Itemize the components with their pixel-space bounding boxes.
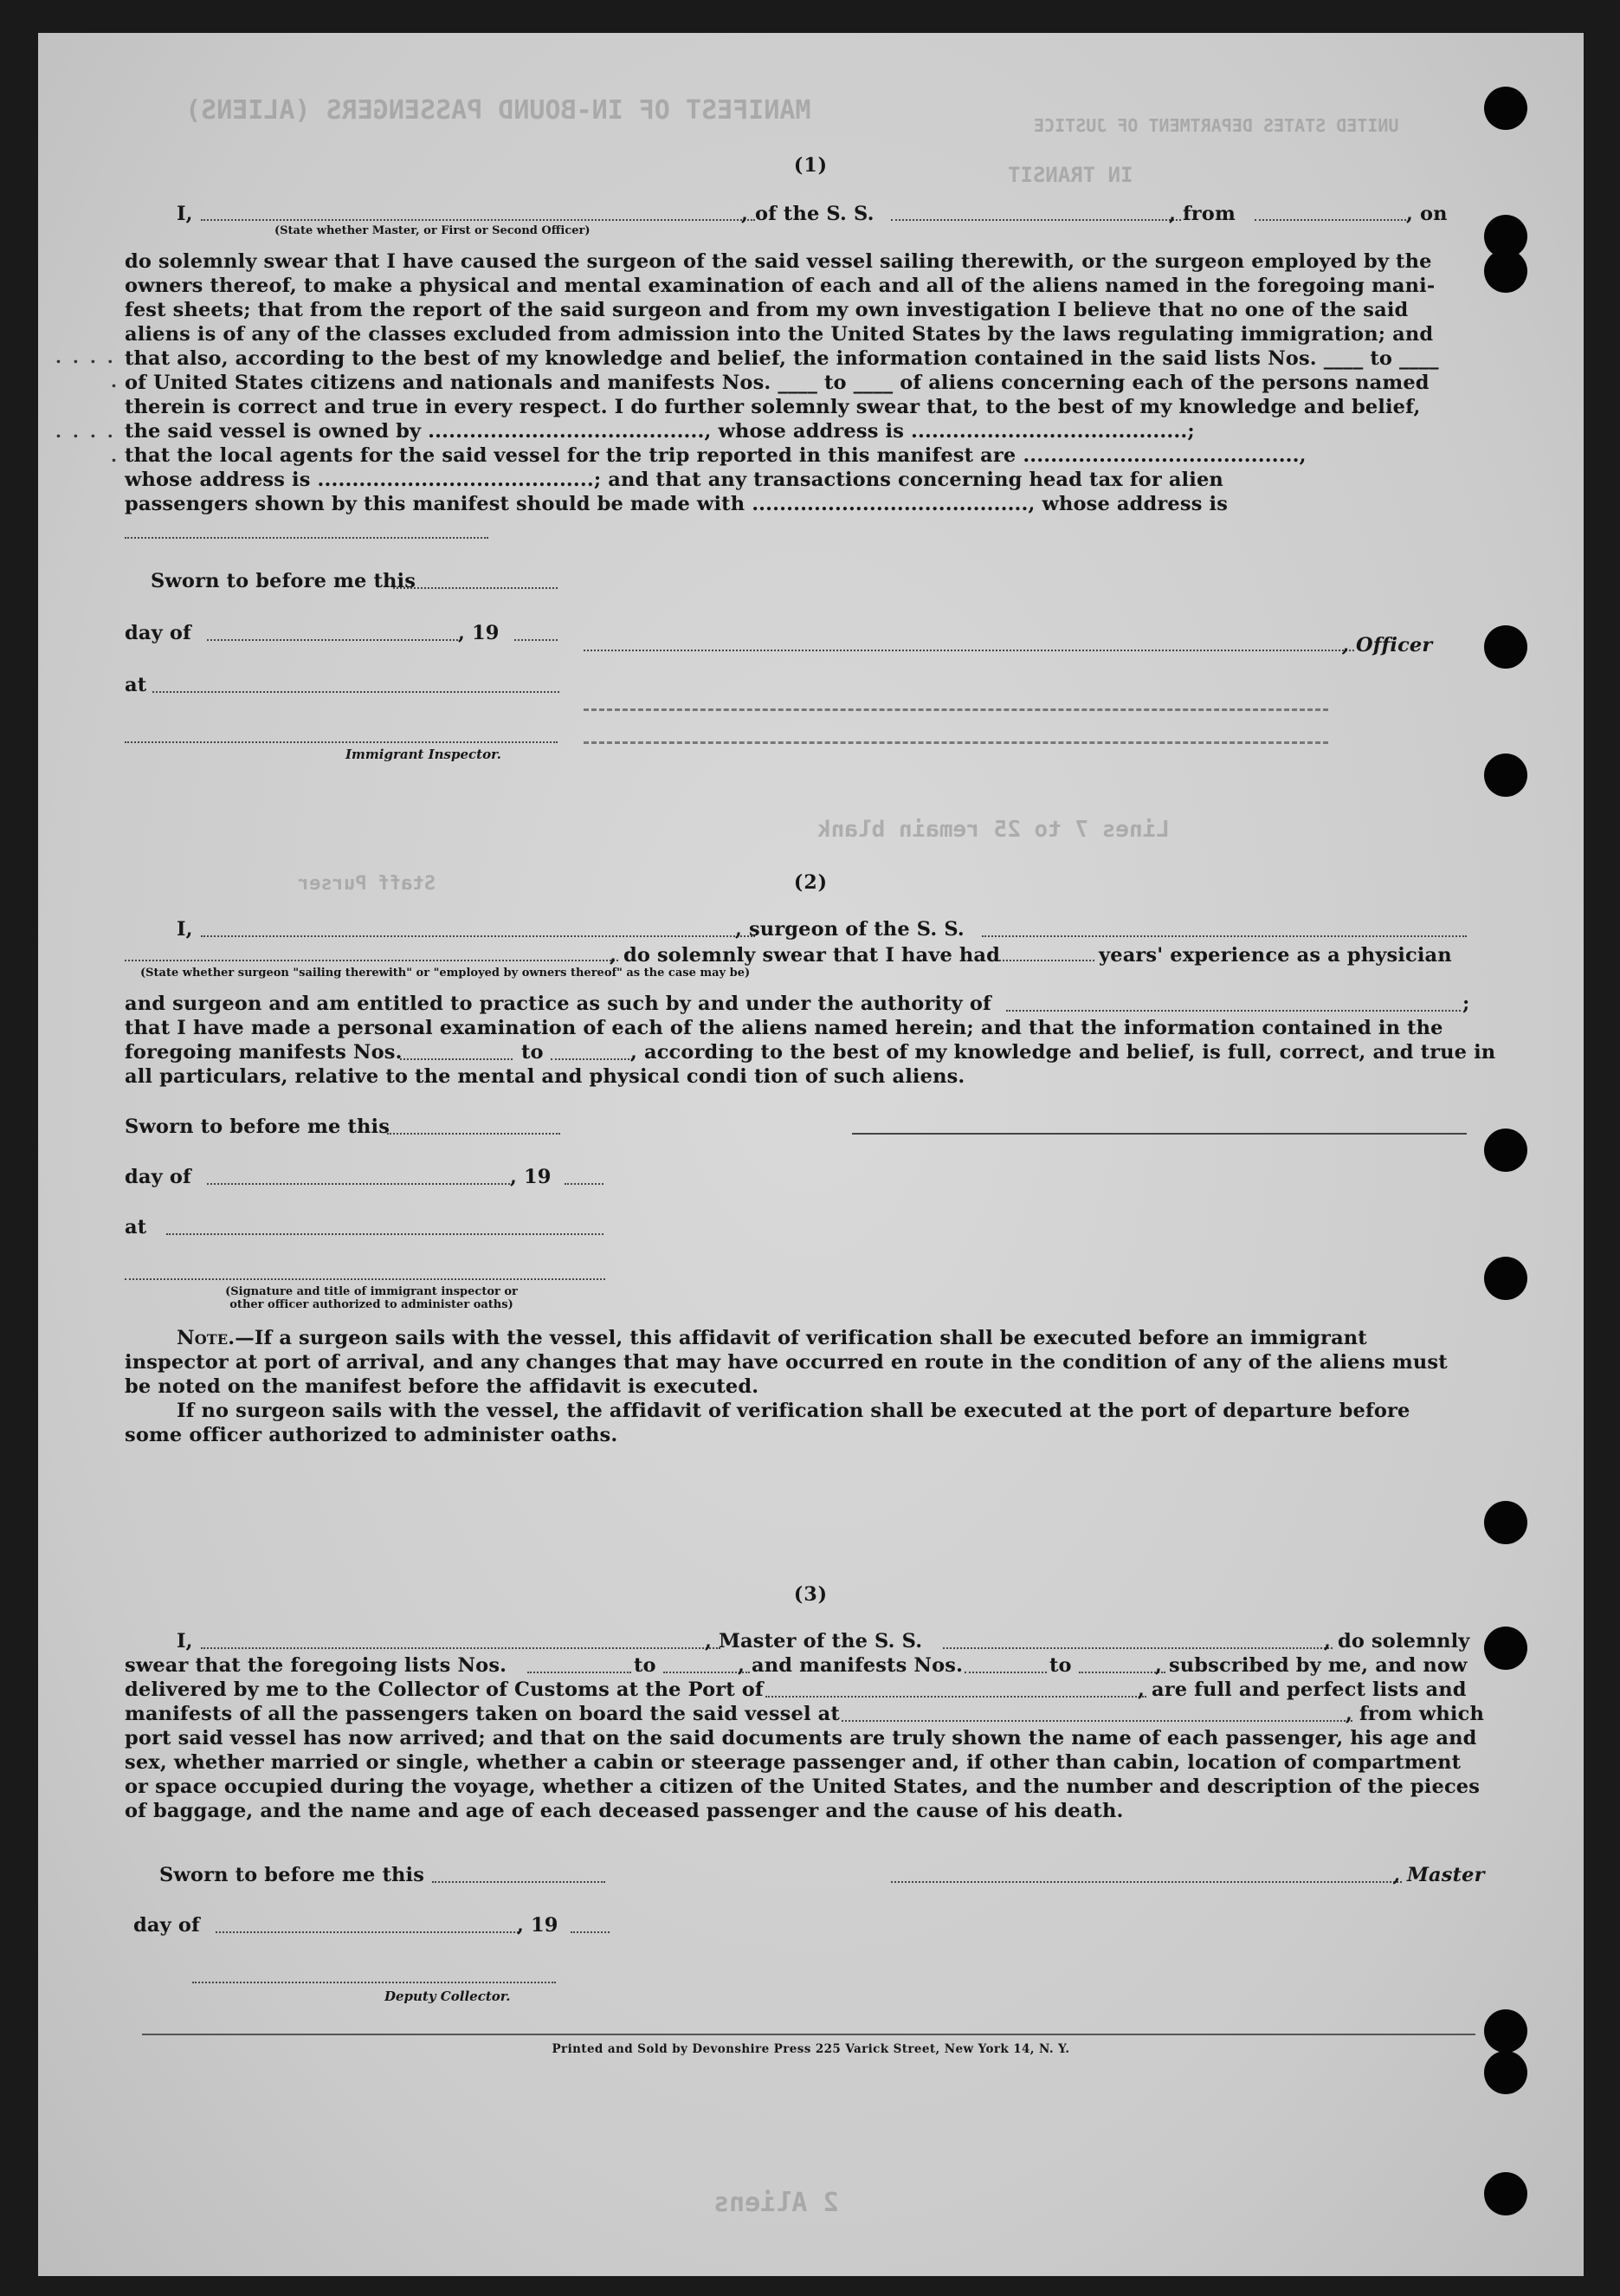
section2-nineteen: , 19 xyxy=(510,1166,552,1188)
section1-body-line: therein is correct and true in every respect. I do further solemnly swear that, to the best of my knowledge and belief, xyxy=(125,396,1421,418)
note-text-4: If no surgeon sails with the vessel, the affidavit of verification shall be executed at the port of departure before xyxy=(177,1400,1410,1422)
master-signature-line[interactable] xyxy=(891,1881,1402,1883)
officer-label: , Officer xyxy=(1342,634,1433,656)
section1-sworn-label: Sworn to before me this xyxy=(151,570,416,592)
section3-sworn-date-field[interactable] xyxy=(432,1881,605,1883)
section3-body-line: of baggage, and the name and age of each deceased passenger and the cause of his death. xyxy=(125,1800,1124,1822)
section3-body-line: or space occupied during the voyage, whether a citizen of the United States, and the number and description of the pieces xyxy=(125,1775,1481,1798)
section1-day-of-label: day of xyxy=(125,622,191,644)
section2-sig-note-1: (Signature and title of immigrant inspector or xyxy=(225,1285,518,1298)
section1-body-line: owners thereof, to make a physical and mental examination of each and all of the aliens named in the foregoing mani- xyxy=(125,275,1436,297)
section2-line3: and surgeon and am entitled to practice as such by and under the authority of xyxy=(125,993,991,1015)
section2-line5-to: to xyxy=(521,1041,544,1064)
section1-body-line: of United States citizens and nationals and manifests Nos. ____ to ____ of aliens concerning each of the persons named xyxy=(125,372,1430,394)
section2-line4: that I have made a personal examination of each of the aliens named herein; and that the information contained in the xyxy=(125,1017,1443,1039)
surgeon-signature-line[interactable] xyxy=(852,1133,1467,1135)
bleed-through-aliens: 2 Aliens xyxy=(713,2188,839,2218)
section1-body-line: that the local agents for the said vessel for the trip reported in this manifest are ........................................, xyxy=(125,444,1307,467)
section3-line4-b: , from which xyxy=(1346,1703,1484,1725)
punch-hole xyxy=(1484,1257,1527,1300)
section3-line3-a: delivered by me to the Collector of Customs at the Port of xyxy=(125,1678,764,1701)
section1-body-line: do solemnly swear that I have caused the surgeon of the said vessel sailing therewith, or the surgeon employed by the xyxy=(125,250,1432,273)
section1-line1-on: , on xyxy=(1406,203,1448,225)
section2-line2-b: years' experience as a physician xyxy=(1099,944,1452,967)
section1-body-line: fest sheets; that from the report of the said surgeon and from my own investigation I believe that no one of the said xyxy=(125,299,1409,321)
section2-line6: all particulars, relative to the mental and physical condi tion of such aliens. xyxy=(125,1065,965,1088)
punch-hole xyxy=(1484,753,1527,797)
from-port-field[interactable] xyxy=(1255,219,1406,221)
section2-note-block xyxy=(177,1327,1367,1349)
bleed-dash xyxy=(584,741,1328,744)
section1-at-field[interactable] xyxy=(152,691,559,693)
section3-body-line: sex, whether married or single, whether a cabin or steerage passenger and, if other than cabin, location of compartment xyxy=(125,1751,1462,1774)
section1-line1-ss: , of the S. S. xyxy=(741,203,875,225)
port-of-field[interactable] xyxy=(765,1696,1146,1698)
surgeon-type-field[interactable] xyxy=(125,960,618,961)
inspector-label: Immigrant Inspector. xyxy=(345,747,501,762)
section3-vessel-field[interactable] xyxy=(943,1647,1333,1649)
section2-note: (State whether surgeon "sailing therewith" or "employed by owners thereof" as the case may be) xyxy=(140,967,751,980)
section1-line1-from: , from xyxy=(1169,203,1236,225)
section3-day-field[interactable] xyxy=(216,1931,519,1933)
margin-mark: . xyxy=(111,445,119,466)
inspector-signature-line[interactable] xyxy=(125,741,558,743)
lists-nos-from-field[interactable] xyxy=(527,1672,631,1673)
printer-footer: Printed and Sold by Devonshire Press 225 Varick Street, New York 14, N. Y. xyxy=(552,2042,1070,2056)
note-label: Note. xyxy=(177,1327,236,1349)
section2-semicolon: ; xyxy=(1462,993,1470,1015)
section3-line2-e: , subscribed by me, and now xyxy=(1155,1654,1468,1677)
margin-mark: . . . . xyxy=(55,421,116,442)
surgeon-vessel-field[interactable] xyxy=(982,935,1467,937)
note-text-1: —If a surgeon sails with the vessel, this affidavit of verification shall be executed before an immigrant xyxy=(235,1327,1367,1349)
officer-name-field[interactable] xyxy=(201,219,755,221)
manifest-nos-to-field[interactable] xyxy=(551,1058,633,1060)
section2-inspector-signature-line[interactable] xyxy=(125,1278,605,1280)
section3-line1-i: I, xyxy=(177,1630,193,1652)
bleed-through-lines-remain: Lines 7 to 25 remain blank xyxy=(817,817,1170,843)
section3-line1-b: , Master of the S. S. xyxy=(705,1630,923,1652)
section3-manifest-to-field[interactable] xyxy=(1079,1672,1165,1673)
footer-rule xyxy=(142,2034,1475,2035)
section2-sig-note-2: other officer authorized to administer oaths) xyxy=(229,1298,513,1311)
section2-line2-a: , do solemnly swear that I have had xyxy=(610,944,1001,967)
section3-day-of-label: day of xyxy=(133,1914,200,1937)
punch-hole xyxy=(1484,2172,1527,2215)
section1-line1-note: (State whether Master, or First or Second Officer) xyxy=(274,224,591,237)
note-text-2: inspector at port of arrival, and any changes that may have occurred en route in the condition of any of the aliens must xyxy=(125,1351,1448,1374)
section3-sworn-label: Sworn to before me this xyxy=(159,1864,425,1886)
section1-body-line: passengers shown by this manifest should be made with ........................................, whose address is xyxy=(125,493,1229,515)
section3-body-line: port said vessel has now arrived; and that on the said documents are truly shown the name of each passenger, his age and xyxy=(125,1727,1477,1749)
head-tax-address-field[interactable] xyxy=(125,537,488,539)
bleed-through-dept: UNITED STATES DEPARTMENT OF JUSTICE xyxy=(1034,115,1399,136)
note-text-3: be noted on the manifest before the affidavit is executed. xyxy=(125,1375,759,1398)
officer-signature-line[interactable] xyxy=(584,650,1354,651)
boarded-at-field[interactable] xyxy=(842,1720,1352,1722)
section2-line1-i: I, xyxy=(177,918,193,941)
section1-at-label: at xyxy=(125,674,147,696)
section1-heading: (1) xyxy=(793,154,829,177)
section2-heading: (2) xyxy=(793,871,829,894)
punch-hole xyxy=(1484,1129,1527,1172)
section2-at-field[interactable] xyxy=(166,1233,603,1235)
section3-line3-b: , are full and perfect lists and xyxy=(1138,1678,1467,1701)
authority-field[interactable] xyxy=(1006,1010,1461,1012)
section3-line2-to2: to xyxy=(1049,1654,1072,1677)
vessel-name-field[interactable] xyxy=(891,219,1181,221)
note-text-5: some officer authorized to administer oaths. xyxy=(125,1424,618,1446)
section1-year-field[interactable] xyxy=(514,639,558,641)
surgeon-name-field[interactable] xyxy=(201,935,755,937)
margin-mark: . xyxy=(111,371,119,391)
section1-body-line: whose address is ........................................; and that any transactions concerning head tax for alien xyxy=(125,469,1223,491)
section3-heading: (3) xyxy=(793,1583,829,1606)
section3-manifest-from-field[interactable] xyxy=(965,1672,1047,1673)
section3-year-field[interactable] xyxy=(571,1931,610,1933)
manifest-nos-from-field[interactable] xyxy=(400,1058,513,1060)
deputy-collector-signature-line[interactable] xyxy=(192,1982,556,1983)
section2-day-field[interactable] xyxy=(207,1183,510,1185)
margin-mark: . . . . xyxy=(55,346,116,367)
bleed-through-transit: IN TRANSIT xyxy=(1008,163,1133,187)
section3-line4-a: manifests of all the passengers taken on board the said vessel at xyxy=(125,1703,840,1725)
section1-day-field[interactable] xyxy=(207,639,458,641)
section1-body-line: aliens is of any of the classes excluded from admission into the United States by the laws regulating immigration; and xyxy=(125,323,1434,346)
section3-line2-to: to xyxy=(634,1654,656,1677)
section2-sworn-label: Sworn to before me this xyxy=(125,1116,390,1138)
punch-hole xyxy=(1484,625,1527,669)
section1-body-line: the said vessel is owned by ........................................, whose address is ........................................; xyxy=(125,420,1195,443)
manifest-sheet xyxy=(38,33,1584,2276)
section1-sworn-date-field[interactable] xyxy=(393,587,558,589)
deputy-collector-label: Deputy Collector. xyxy=(384,1989,511,2004)
section3-line2-a: swear that the foregoing lists Nos. xyxy=(125,1654,507,1677)
section2-year-field[interactable] xyxy=(565,1183,603,1185)
punch-hole xyxy=(1484,1627,1527,1670)
master-name-field[interactable] xyxy=(201,1647,720,1649)
punch-hole xyxy=(1484,249,1527,293)
section1-body-line: that also, according to the best of my knowledge and belief, the information contained in the said lists Nos. ____ to ____ xyxy=(125,347,1439,370)
bleed-through-staff: Staff Purser xyxy=(298,873,436,895)
section2-line5-c: , according to the best of my knowledge and belief, is full, correct, and true in xyxy=(630,1041,1496,1064)
section2-sworn-date-field[interactable] xyxy=(387,1133,560,1135)
section2-day-of-label: day of xyxy=(125,1166,191,1188)
section1-nineteen: , 19 xyxy=(458,622,500,644)
bleed-dash xyxy=(584,708,1328,711)
years-experience-field[interactable] xyxy=(999,960,1094,961)
punch-hole xyxy=(1484,87,1527,130)
section2-line1-surgeon: , surgeon of the S. S. xyxy=(735,918,965,941)
section3-line1-c: , do solemnly xyxy=(1324,1630,1470,1652)
section2-line5-a: foregoing manifests Nos. xyxy=(125,1041,403,1064)
punch-hole xyxy=(1484,1501,1527,1544)
section3-nineteen: , 19 xyxy=(517,1914,558,1937)
bleed-through-title: MANIFEST OF IN-BOUND PASSENGERS (ALIENS) xyxy=(185,95,811,126)
section3-line2-c: , and manifests Nos. xyxy=(738,1654,964,1677)
lists-nos-to-field[interactable] xyxy=(663,1672,750,1673)
section2-at-label: at xyxy=(125,1216,147,1239)
master-label: , Master xyxy=(1393,1864,1485,1886)
section1-line1-i: I, xyxy=(177,203,193,225)
punch-hole xyxy=(1484,2051,1527,2094)
